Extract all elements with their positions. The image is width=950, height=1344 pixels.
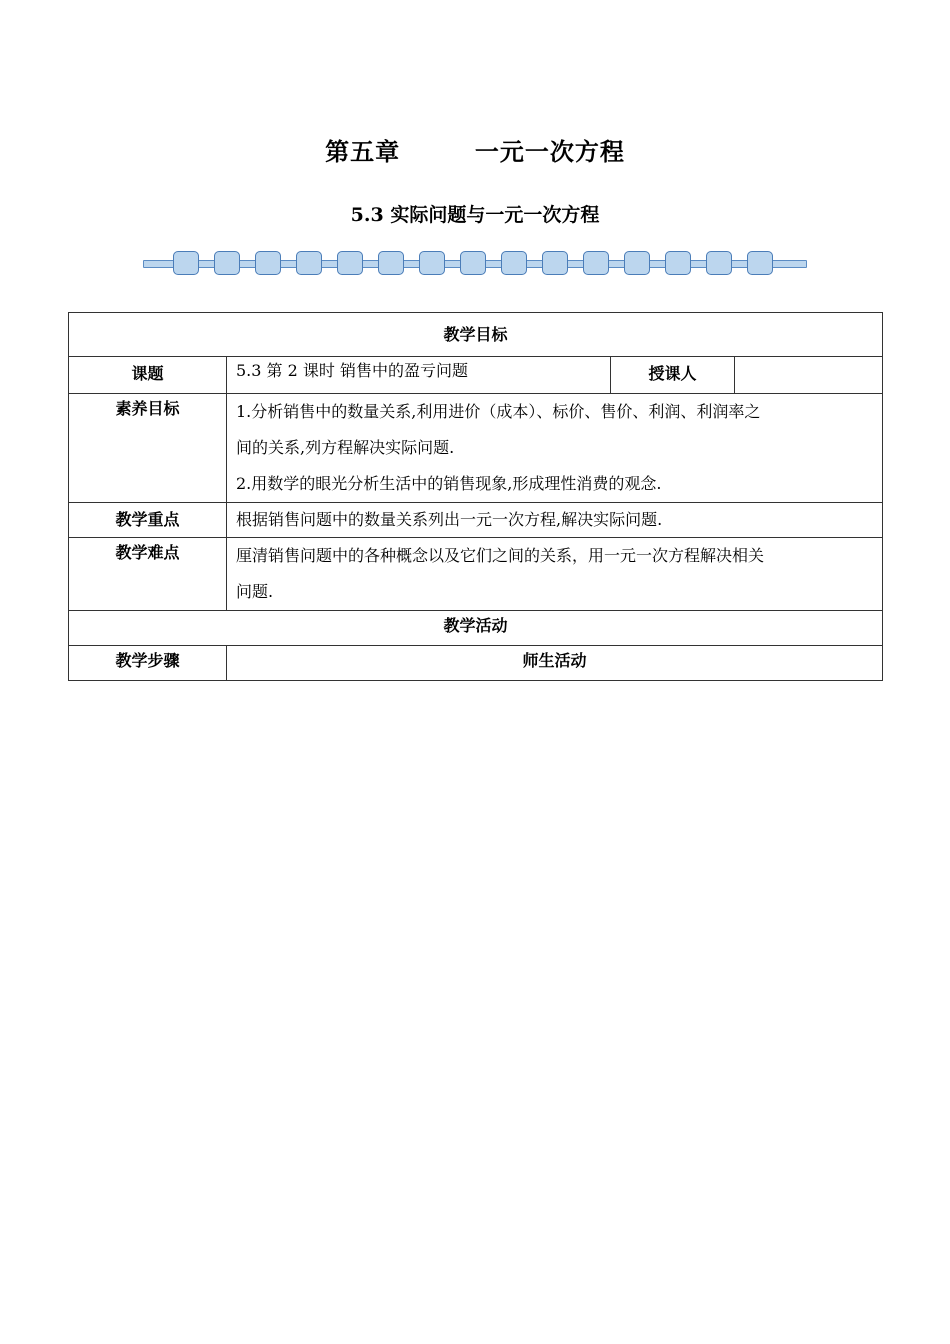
chain-bead (173, 251, 199, 275)
key-point-row (69, 503, 883, 538)
literacy-content (227, 394, 883, 503)
objectives-header: 教学目标 (69, 313, 883, 357)
decorative-chain-divider (143, 250, 807, 278)
objectives-header-row (69, 313, 883, 357)
lesson-plan-table (68, 312, 883, 681)
section-title: 5.3 实际问题与一元一次方程 (350, 204, 600, 226)
teacher-value (735, 357, 883, 394)
chain-bead (665, 251, 691, 275)
literacy-line: 1.分析销售中的数量关系,利用进价（成本）、标价、售价、利润、利润率之 (236, 402, 761, 421)
chain-bead (337, 251, 363, 275)
literacy-line: 间的关系,列方程解决实际问题. (236, 438, 455, 457)
difficulty-label: 教学难点 (69, 538, 227, 611)
chain-bead (747, 251, 773, 275)
activities-header-row (69, 611, 883, 646)
topic-label: 课题 (69, 357, 227, 394)
literacy-row (69, 394, 883, 503)
teacher-label: 授课人 (611, 357, 735, 394)
literacy-label: 素养目标 (69, 394, 227, 503)
difficulty-row (69, 538, 883, 611)
chain-bead (460, 251, 486, 275)
chain-bead (542, 251, 568, 275)
topic-row (69, 357, 883, 394)
chain-bead (419, 251, 445, 275)
chain-bead (296, 251, 322, 275)
chain-bead (624, 251, 650, 275)
steps-row (69, 646, 883, 681)
chapter-number: 第五章 (325, 137, 401, 166)
chain-bead (583, 251, 609, 275)
key-point-value: 根据销售问题中的数量关系列出一元一次方程,解决实际问题. (227, 503, 883, 538)
topic-value: 5.3 第 2 课时 销售中的盈亏问题 (227, 357, 611, 394)
chapter-title (0, 132, 950, 167)
difficulty-content (227, 538, 883, 611)
activities-header: 教学活动 (69, 611, 883, 646)
key-point-label: 教学重点 (69, 503, 227, 538)
chain-bead (501, 251, 527, 275)
chain-bead (378, 251, 404, 275)
difficulty-line: 厘清销售问题中的各种概念以及它们之间的关系，用一元一次方程解决相关 (236, 546, 765, 565)
chapter-name: 一元一次方程 (474, 137, 625, 166)
chain-bead (706, 251, 732, 275)
chain-bead (255, 251, 281, 275)
literacy-line: 2.用数学的眼光分析生活中的销售现象,形成理性消费的观念. (236, 474, 662, 493)
steps-label: 教学步骤 (69, 646, 227, 681)
difficulty-line: 问题. (236, 582, 274, 601)
activity-label: 师生活动 (227, 646, 883, 681)
chain-bead (214, 251, 240, 275)
